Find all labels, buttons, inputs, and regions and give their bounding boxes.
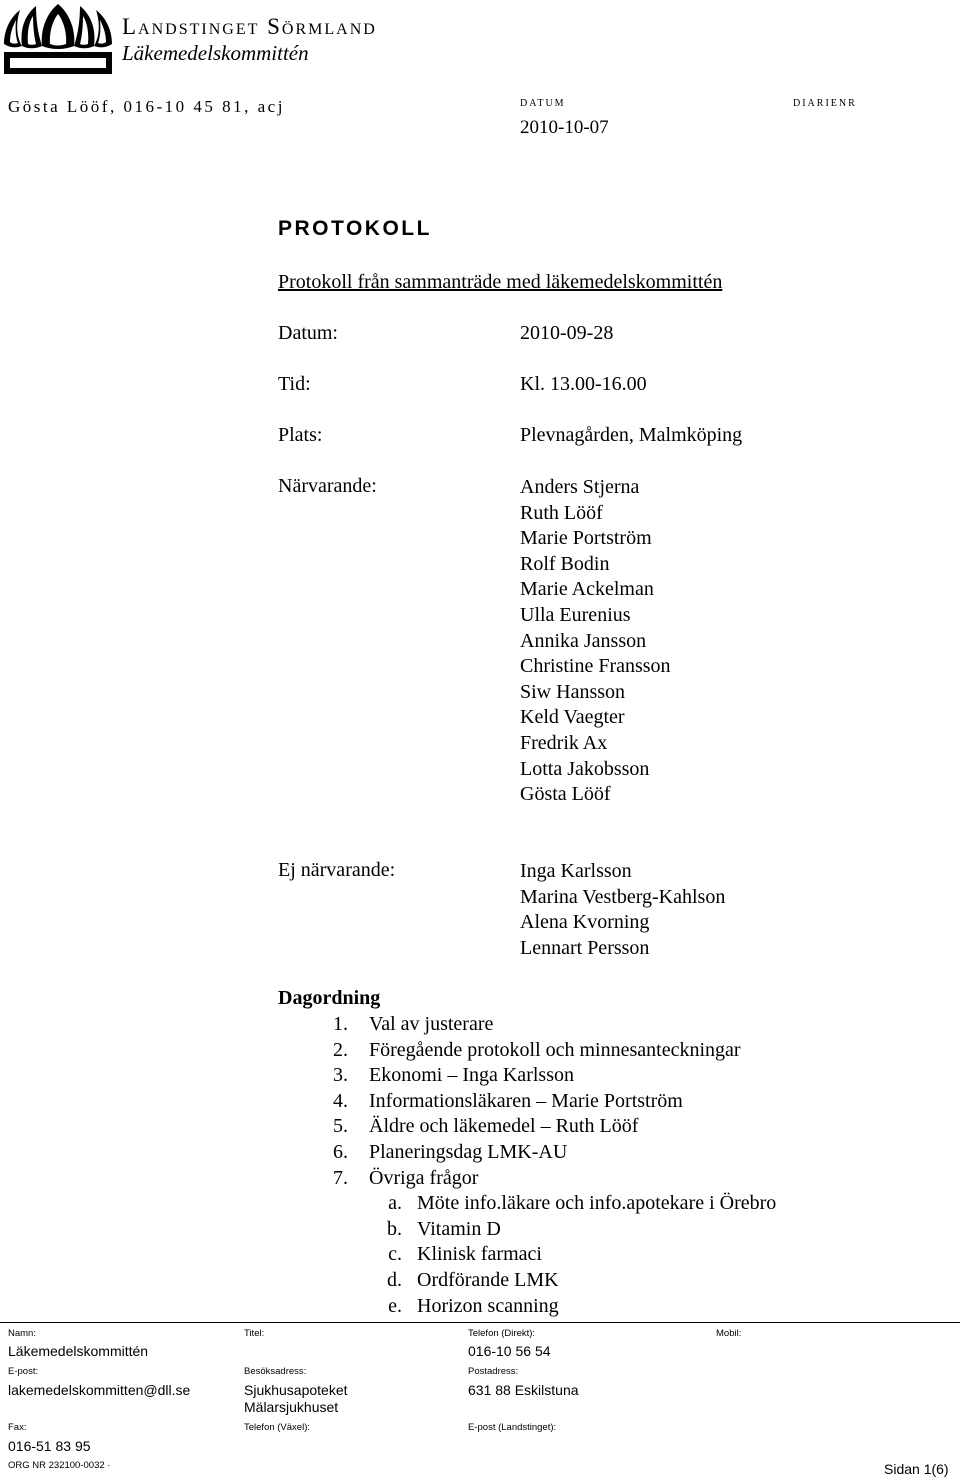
agenda-subitem-letter: a.	[388, 1192, 402, 1215]
present-name: Fredrik Ax	[520, 731, 608, 754]
page-title: PROTOKOLL	[278, 217, 432, 240]
footer-fax-value: 016-51 83 95	[8, 1438, 91, 1454]
present-name: Gösta Lööf	[520, 783, 611, 806]
org-name: Landstinget Sörmland	[122, 14, 377, 39]
footer-postal-address-label: Postadress:	[468, 1366, 519, 1377]
agenda-subitem-letter: c.	[388, 1243, 402, 1266]
agenda-subitem-letter: e.	[388, 1294, 402, 1317]
agenda-item-number: 3.	[333, 1064, 348, 1087]
absent-list	[520, 859, 725, 961]
footer-visit-address-label: Besöksadress:	[244, 1366, 307, 1377]
date-label: DATUM	[520, 98, 566, 109]
footer-visit-address-line2: Mälarsjukhuset	[244, 1399, 339, 1415]
agenda-item-number: 1.	[333, 1013, 348, 1035]
footer-phone-direct-label: Telefon (Direkt):	[468, 1328, 536, 1339]
present-name: Rolf Bodin	[520, 552, 610, 575]
agenda-item-number: 6.	[333, 1140, 348, 1163]
diarienr-label: DIARIENR	[793, 98, 857, 109]
agenda-item-number: 5.	[333, 1115, 348, 1138]
footer-fax-label: Fax:	[8, 1422, 27, 1433]
present-name: Ruth Lööf	[520, 501, 603, 524]
footer-phone-switchboard-label: Telefon (Växel):	[244, 1422, 311, 1433]
footer-email-label: E-post:	[8, 1366, 39, 1377]
agenda-subitem-text: Möte info.läkare och info.apotekare i Örebro	[417, 1192, 777, 1215]
time-value: Kl. 13.00-16.00	[520, 373, 647, 395]
agenda-item-text: Föregående protokoll och minnesanteckningar	[369, 1038, 741, 1061]
agenda-subitem-text: Horizon scanning	[417, 1294, 559, 1317]
agenda-subitem-letter: b.	[387, 1217, 402, 1240]
page-subtitle: Protokoll från sammanträde med läkemedelskommittén	[278, 271, 723, 293]
agenda-heading: Dagordning	[278, 987, 381, 1009]
place-value: Plevnagården, Malmköping	[520, 424, 743, 446]
landstinget-logo	[2, 2, 114, 78]
present-name: Ulla Eurenius	[520, 603, 631, 626]
agenda-item-number: 7.	[333, 1166, 348, 1189]
agenda-subitem-text: Vitamin D	[417, 1217, 501, 1240]
absent-name: Marina Vestberg-Kahlson	[520, 885, 726, 908]
agenda-item-number: 2.	[333, 1038, 348, 1061]
present-name: Anders Stjerna	[520, 476, 640, 498]
agenda-item-text: Planeringsdag LMK-AU	[369, 1140, 568, 1163]
present-list	[520, 475, 671, 808]
footer-email-value[interactable]: lakemedelskommitten@dll.se	[8, 1382, 191, 1398]
absent-name: Alena Kvorning	[520, 911, 650, 934]
agenda-item-number: 4.	[333, 1089, 348, 1112]
present-name: Christine Fransson	[520, 655, 671, 678]
footer-visit-address-line1: Sjukhusapoteket	[244, 1382, 348, 1398]
absent-name: Lennart Persson	[520, 936, 650, 959]
meeting-date-label: Datum:	[278, 322, 338, 344]
present-label: Närvarande:	[278, 475, 377, 497]
agenda-item-text: Övriga frågor	[369, 1166, 479, 1189]
footer-divider	[0, 1322, 960, 1323]
agenda-item-text: Äldre och läkemedel – Ruth Lööf	[369, 1115, 639, 1138]
footer-org-number: ORG NR 232100-0032 ·	[8, 1460, 111, 1471]
footer-name-label: Namn:	[8, 1328, 36, 1339]
present-name: Marie Ackelman	[520, 578, 654, 601]
absent-name: Inga Karlsson	[520, 860, 632, 882]
present-name: Siw Hansson	[520, 680, 626, 703]
agenda-item-text: Ekonomi – Inga Karlsson	[369, 1064, 574, 1087]
meeting-date-value: 2010-09-28	[520, 322, 614, 344]
agenda-subitem-text: Ordförande LMK	[417, 1268, 559, 1291]
time-label: Tid:	[278, 373, 311, 395]
agenda-subitem-text: Klinisk farmaci	[417, 1243, 542, 1266]
absent-label: Ej närvarande:	[278, 859, 396, 881]
agenda-item-text: Informationsläkaren – Marie Portström	[369, 1089, 683, 1112]
present-name: Lotta Jakobsson	[520, 757, 650, 780]
footer-title-label: Titel:	[244, 1328, 265, 1339]
agenda-item-text: Val av justerare	[369, 1013, 494, 1035]
present-name: Marie Portström	[520, 527, 652, 550]
agenda-subitem-letter: d.	[387, 1268, 402, 1291]
org-subtitle: Läkemedelskommittén	[122, 41, 309, 65]
footer-postal-address-value: 631 88 Eskilstuna	[468, 1382, 579, 1398]
present-name: Keld Vaegter	[520, 706, 625, 729]
footer-mobile-label: Mobil:	[716, 1328, 742, 1339]
footer-email-county-label: E-post (Landstinget):	[468, 1422, 557, 1433]
footer-phone-direct-value: 016-10 56 54	[468, 1343, 551, 1359]
contact-line: Gösta Lööf, 016-10 45 81, acj	[8, 97, 285, 116]
document-date: 2010-10-07	[520, 117, 609, 138]
page-number: Sidan 1(6)	[884, 1461, 949, 1477]
place-label: Plats:	[278, 424, 323, 446]
footer-name-value: Läkemedelskommittén	[8, 1343, 149, 1359]
present-name: Annika Jansson	[520, 629, 647, 652]
